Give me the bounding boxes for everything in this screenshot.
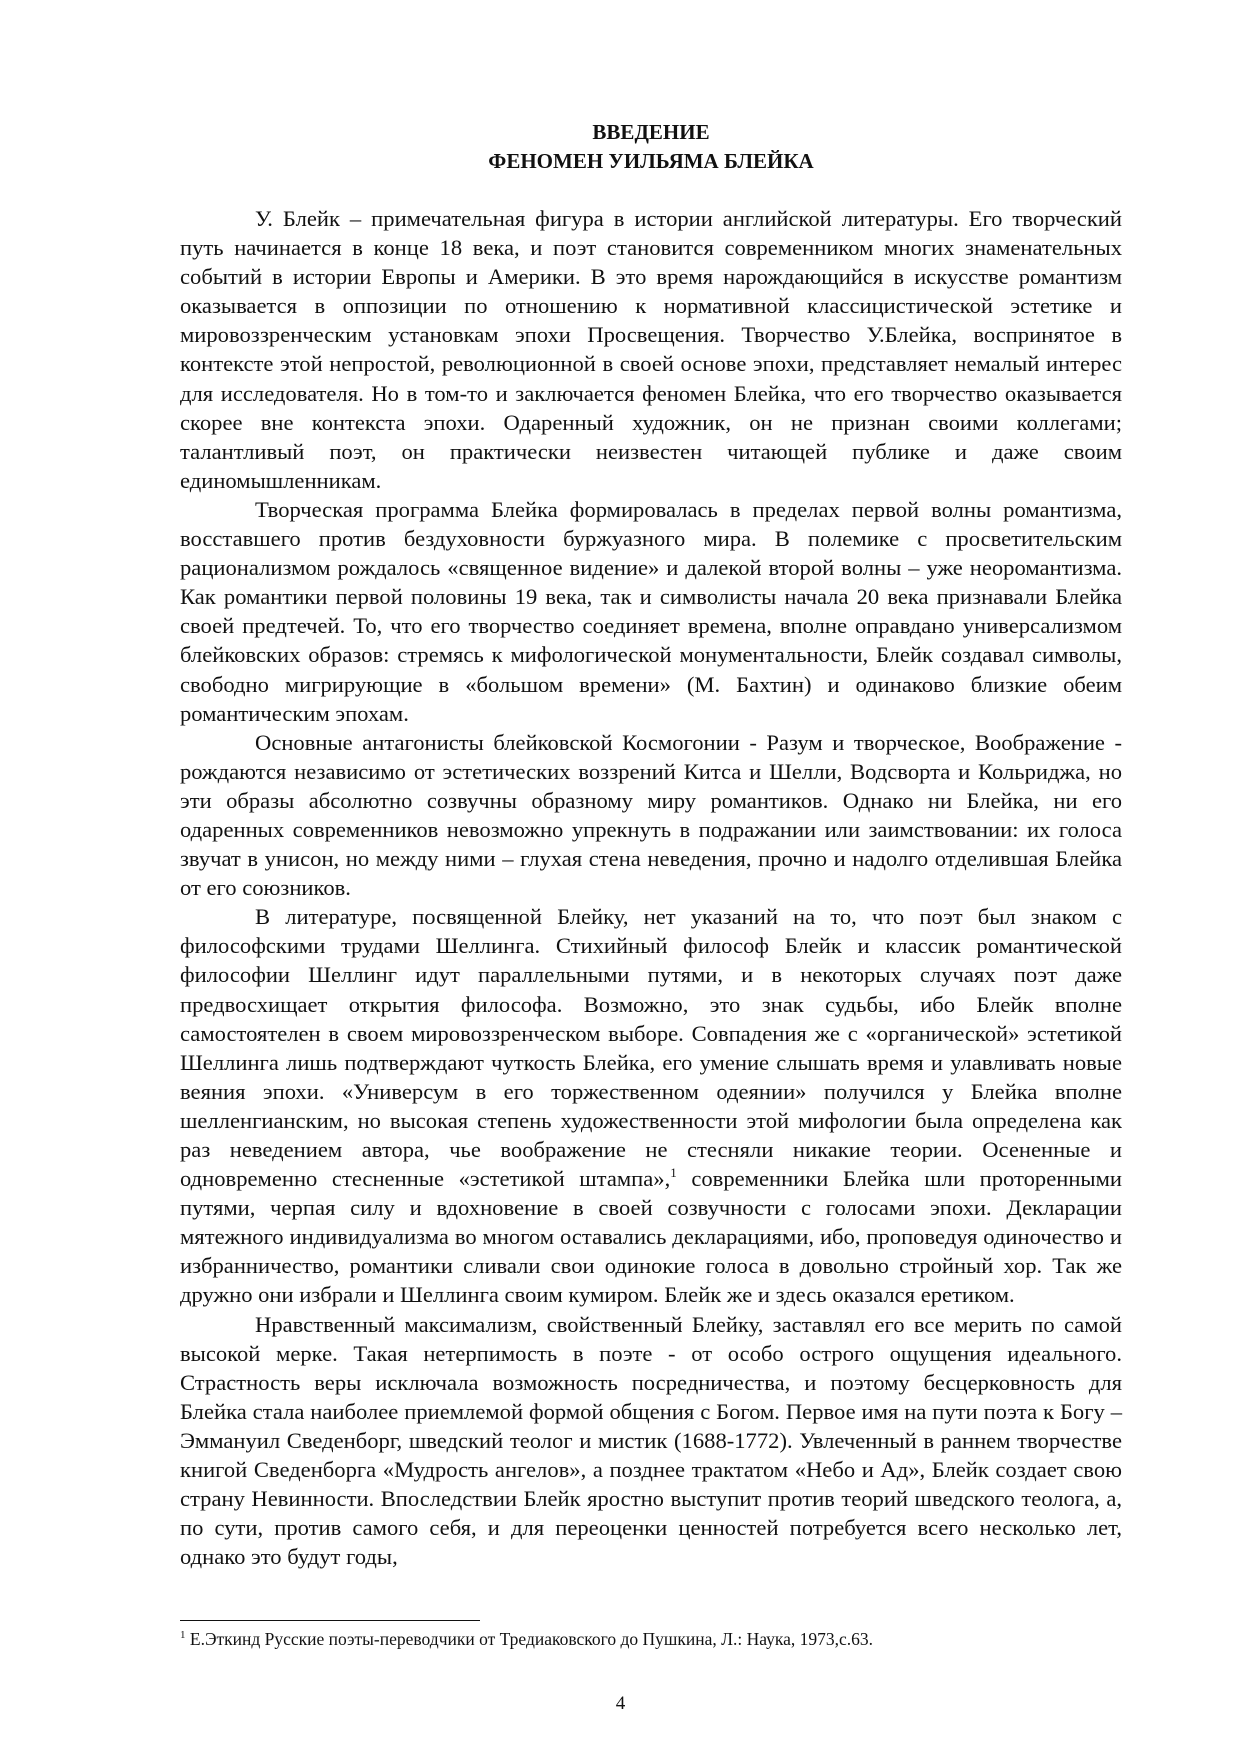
paragraph-2: Творческая программа Блейка формировалась в пределах первой волны романтизма, восставшего против бездуховности буржуазного мира. В полемике с просветительским рационализмом рождалось «священное видение» и далекой второй волны – уже неоромантизма. Как романтики первой половины 19 века, так и символисты начала 20 века признавали Блейка своей предтечей. То, что его творчество соединяет времена, вполне оправдано универсализмом блейковских образов: стремясь к мифологической монументальности, Блейк создавал символы, свободно мигрирующие в «большом времени» (М. Бахтин) и одинаково близкие обеим романтическим эпохам. — [180, 496, 1122, 726]
footnote-number: 1 — [180, 1629, 186, 1641]
body-text — [180, 204, 1122, 1571]
paragraph-4-part-1: В литературе, посвященной Блейку, нет указаний на то, что поэт был знаком с философскими трудами Шеллинга. Стихийный философ Блейк и классик романтической философии Шеллинг идут параллельными путями, и в некоторых случаях поэт даже предвосхищает открытия философа. Возможно, это знак судьбы, ибо Блейк вполне самостоятелен в своем мировоззренческом выборе. Совпадения же с «органической» эстетикой Шеллинга лишь подтверждают чуткость Блейка, его умение слышать время и улавливать новые веяния эпохи. «Универсум в его торжественном одеянии» получился у Блейка вполне шелленгианским, но высокая степень художественности этой мифологии была определена как раз неведением автора, чье воображение не стесняли никакие теории. Осененные и одновременно стесненные «эстетикой штампа», — [180, 904, 1122, 1192]
chapter-heading — [180, 118, 1122, 176]
paragraph-4-part-2: современники Блейка шли проторенными путями, черпая силу и вдохновение в своей созвучности с голосами эпохи. Декларации мятежного индивидуализма во многом оставались декларациями, ибо, проповедуя одиночество и избранничество, романтики сливали свои одинокие голоса в довольно стройный хор. Так же дружно они избрали и Шеллинга своим кумиром. Блейк же и здесь оказался еретиком. — [180, 1166, 1122, 1308]
footnote — [180, 1628, 1122, 1650]
heading-line-title: ФЕНОМЕН УИЛЬЯМА БЛЕЙКА — [488, 149, 814, 173]
paragraph-5: Нравственный максимализм, свойственный Блейку, заставлял его все мерить по самой высокой мерке. Такая нетерпимость в поэте - от особо острого ощущения идеального. Страстность веры исключала возможность посредничества, и поэтому бесцерковность для Блейка стала наиболее приемлемой формой общения с Богом. Первое имя на пути поэта к Богу – Эммануил Сведенборг, шведский теолог и мистик (1688-1772). Увлеченный в раннем творчестве книгой Сведенборга «Мудрость ангелов», а позднее трактатом «Небо и Ад», Блейк создает свою страну Невинности. Впоследствии Блейк яростно выступит против теорий шведского теолога, а, по сути, против самого себя, и для переоценки ценностей потребуется всего несколько лет, однако это будут годы, — [180, 1311, 1122, 1570]
heading-line-introduction: ВВЕДЕНИЕ — [592, 120, 710, 144]
footnote-text: Е.Эткинд Русские поэты-переводчики от Тредиаковского до Пушкина, Л.: Наука, 1973,с.63. — [185, 1629, 874, 1649]
page-number: 4 — [615, 1693, 626, 1714]
paragraph-4 — [180, 902, 1122, 1309]
footnote-reference: 1 — [670, 1165, 677, 1181]
footnote-separator — [180, 1620, 480, 1621]
paragraph-1: У. Блейк – примечательная фигура в истории английской литературы. Его творческий путь начинается в конце 18 века, и поэт становится современником многих знаменательных событий в истории Европы и Америки. В это время нарождающийся в искусстве романтизм оказывается в оппозиции по отношению к нормативной классицистической эстетике и мировоззренческим установкам эпохи Просвещения. Творчество У.Блейка, воспринятое в контексте этой непростой, революционной в своей основе эпохи, представляет немалый интерес для исследователя. Но в том-то и заключается феномен Блейка, что его творчество оказывается скорее вне контекста эпохи. Одаренный художник, он не признан своими коллегами; талантливый поэт, он практически неизвестен читающей публике и даже своим единомышленникам. — [180, 206, 1122, 493]
paragraph-3: Основные антагонисты блейковской Космогонии - Разум и творческое, Воображение - рождаются независимо от эстетических воззрений Китса и Шелли, Водсворта и Кольриджа, но эти образы абсолютно созвучны образному миру романтиков. Однако ни Блейка, ни его одаренных современников невозможно упрекнуть в подражании или заимствовании: их голоса звучат в унисон, но между ними – глухая стена неведения, прочно и надолго отделившая Блейка от его союзников. — [180, 729, 1122, 901]
